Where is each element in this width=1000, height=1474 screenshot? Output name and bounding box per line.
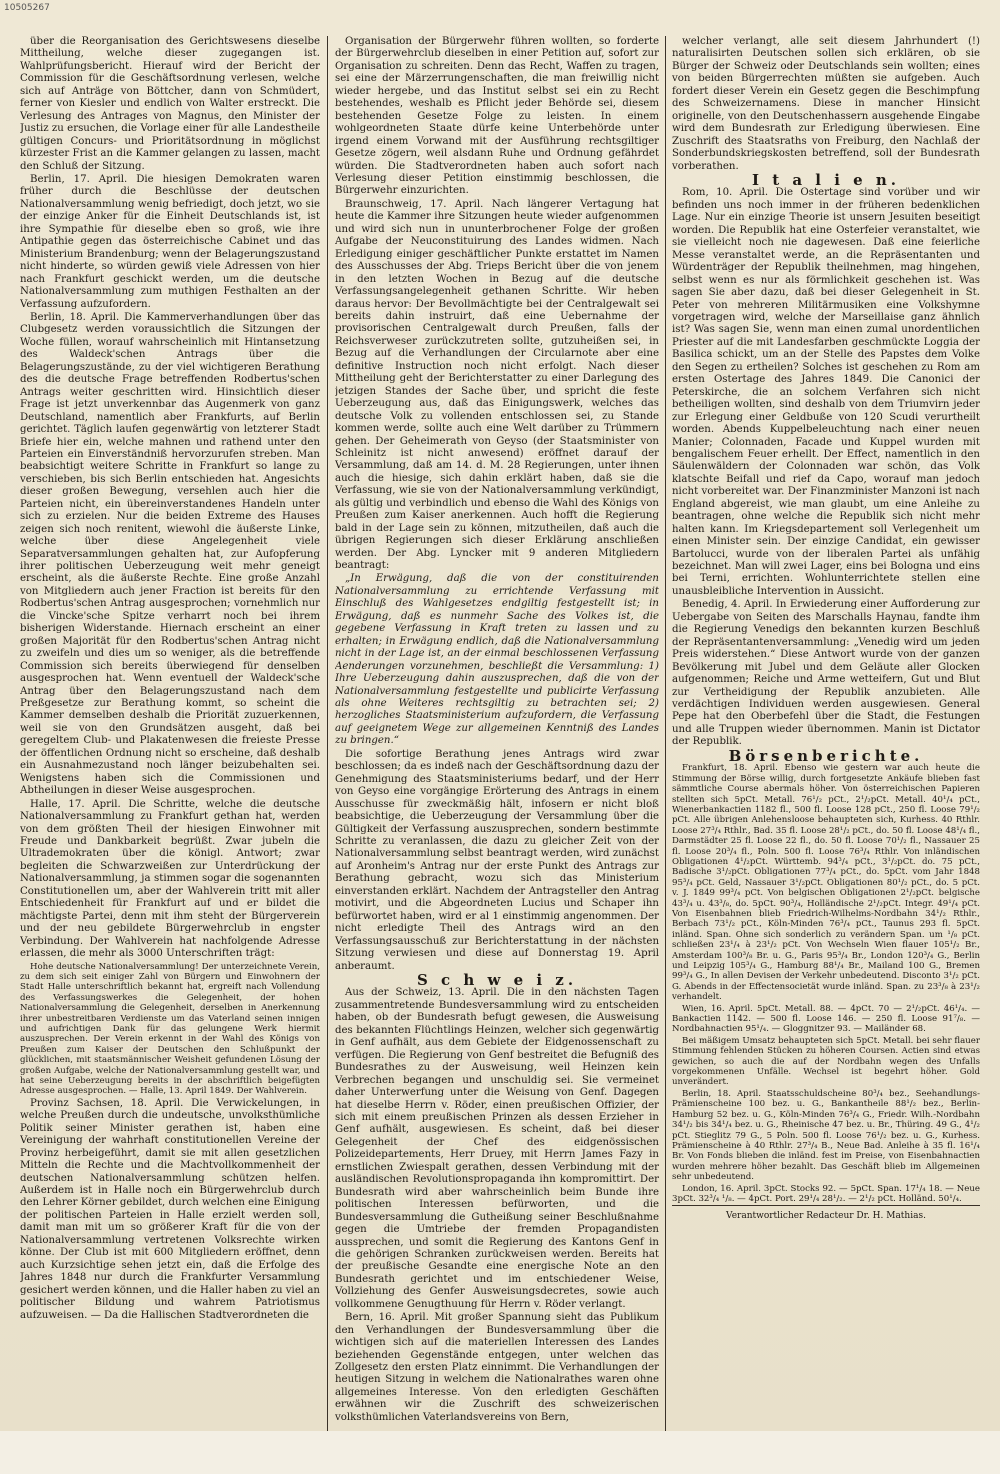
report-berlin: Berlin, 18. April. Staatsschuldscheine 80³/₄ bez., Seehandlungs-Prämienscheine 100 bez. u. G., Bankantheile 88¹/₂ bez., Berlin-Hamburg 52 bez. u. G., Köln-Minden 76³/₄ G., Friedr. Wilh.-Nordbahn 34¹/₂ bis 34¹/₄ bez. u. G., Rheinische 47 bez. u. Br., Thüring. 49 G., 4¹/₂ pCt. Stieglitz 79 G., 5 Poln. 500 fl. Loose 76¹/₂ bez. u. G., Kurhess. Prämienscheine à 40 Rthlr. 27³/₄ B., Neue Bad. Anleihe à 35 fl. 16¹/₄ Br. Von Fonds blieben die inländ. fest im Preise, von Eisenbahnactien wurden mehrere höher bezahlt. Das Geschäft blieb im Allgemeinen sehr unbedeutend.: [672, 1088, 980, 1183]
page-bottom-margin: [0, 1431, 1000, 1474]
column-rule-right: [665, 36, 666, 1431]
article-buergerwehr: Organisation der Bürgerwehr führen wollten, so forderte der Bürgerwehrclub dieselben in einer Petition auf, sofort zur Organisation zu schreiten. Denn das Recht, Waffen zu tragen, sei eine der Märzerrungenschaften, die man freiwillig nicht wieder hergebe, und das Institut selbst sei ein zu Recht bestehendes, weshalb es Pflicht jeder Behörde sei, diesem bestehenden Gesetze Folge zu leisten. In einem wohlgeordneten Staate dürfe keine Unterbehörde unter irgend einem Vorwand mit der Ausführung rechtsgiltiger Gesetze zögern, weil alsdann Ruhe und Ordnung gefährdet würden. Die Stadtverordneten haben auch sofort nach Verlesung dieser Petition einstimmig beschlossen, die Bürgerwehr einzurichten.: [335, 36, 659, 197]
article-braunschweig-motion: „In Erwägung, daß die von der constituirenden Nationalversammlung zu errichtende Verfassung mit Einschluß des Wahlgesetzes endgiltig festgestellt ist; in Erwägung, daß es nunmehr Sache des Volkes ist, die gegebene Verfassung in Kraft treten zu lassen und zu erhalten; in Erwägung endlich, daß die Nationalversammlung nicht in der Lage ist, an der einmal beschlossenen Verfassung Aenderungen vorzunehmen, beschließt die Versammlung: 1) Ihre Ueberzeugung dahin auszusprechen, daß die von der Nationalversammlung festgestellte und publicirte Verfassung als ohne Weiteres rechtsgiltig zu betrachten sei; 2) herzogliches Staatsministerium aufzufordern, die Verfassung auf geeignetem Wege zur allgemeinen Kenntniß des Landes zu bringen.“: [335, 573, 659, 747]
article-halle: Halle, 17. April. Die Schritte, welche die deutsche Nationalversammlung zu Frankfurt gethan hat, werden von dem größten Theil der hiesigen Einwohner mit Freude und Dankbarkeit begrüßt. Zwar jubeln die Ultrademokraten über die königl. Antwort; zwar begleiten die Schwarzweißen zur Unterdrückung der Nationalversammlung, ja stimmen sogar die sogenannten Constitutionellen um, aber der Wahlverein tritt mit aller Entschiedenheit für Frankfurt auf und er bildet die mächtigste Partei, denn mit ihm steht der Bürgerverein und der neu gebildete Bürgerwehrclub in engster Verbindung. Der Wahlverein hat nachfolgende Adresse erlassen, die mehr als 3000 Unterschriften trägt:: [20, 798, 320, 960]
report-wien-note: Bei mäßigem Umsatz behaupteten sich 5pCt. Metall. bei sehr flauer Stimmung fehlenden Stücken zu höheren Coursen. Actien sind etwas gewichen, so auch die auf der Nordbahn wegen des Unfalls vorgekommenen Unfälle. Wechsel ist begehrt höher. Gold unverändert.: [672, 1035, 980, 1088]
article-venedig: Benedig, 4. April. In Erwiederung einer Aufforderung zur Uebergabe von Seiten des Marschalls Haynau, fandte ihm die Regierung Venedigs den bekannten kurzen Beschluß der Repräsentantenversammlung: „Venedig wird um jeden Preis widerstehen.“ Diese Antwort wurde von der ganzen Bevölkerung mit Jubel und dem Geläute aller Glocken aufgenommen; Reiche und Arme wetteifern, Gut und Blut zur Vertheidigung der Republik anzubieten. Alle verdächtigen Individuen werden ausgewiesen. General Pepe hat den Oberbefehl über die Stadt, die Festungen und alle Truppen wieder übernommen. Manin ist Dictator der Republik.: [672, 599, 980, 748]
report-frankfurt: Frankfurt, 18. April. Ebenso wie gestern war auch heute die Stimmung der Börse willig, durch fortgesetzte Ankäufe blieben fast sämmtliche Course abermals höher. Von österreichischen Papieren stellten sich 5pCt. Metall. 76¹/₂ pCt., 2¹/₂pCt. Metall. 40¹/₄ pCt., Wienerbankactien 1182 fl., 500 fl. Loose 128 pCt., 250 fl. Loose 79¹/₂ pCt. Alle übrigen Anlehensloose behaupteten sich, Kurhess. 40 Rthlr. Loose 27³/₄ Rthlr., Bad. 35 fl. Loose 28¹/₂ pCt., do. 50 fl. Loose 48¹/₄ fl., Darmstädter 25 fl. Loose 22 fl., do. 50 fl. Loose 70¹/₂ fl., Nassauer 25 fl. Loose 20³/₄ fl., Poln. 500 fl. Loose 76³/₄ Rthlr. Von inländischen Obligationen 4¹/₂pCt. Württemb. 94³/₄ pCt., 3¹/₂pCt. do. 75 pCt., Badische 3¹/₂pCt. Obligationen 77³/₄ pCt., do. 5pCt. vom Jahr 1848 95³/₄ pCt. Geld, Nassauer 3¹/₂pCt. Obligationen 80¹/₂ pCt., do. 5 pCt. v. J. 1849 99³/₄ pCt. Von belgischen Obligationen 2¹/₂pCt. belgische 43³/₄ u. 43³/₈, do. 5pCt. 90³/₄, Holländische 2¹/₂pCt. Integr. 49¹/₄ pCt. Von Eisenbahnen blieb Friedrich-Wilhelms-Nordbahn 34¹/₂ Rthlr., Berbach 73¹/₂ pCt., Köln-Minden 76³/₄ pCt., Taunus 293 fl. 5pCt. inländ. Span. Ohne sich sonderlich zu verändern Span. um ¹/₈ pCt. schließen 23¹/₄ à 23¹/₂ pCt. Von Wechseln Wien flauer 105¹/₂ Br., Amsterdam 100³/₈ Br. u. G., Paris 95³/₄ Br., London 120³/₄ G., Berlin und Leipzig 105³/₄ G., Hamburg 88¹/₄ Br., Mailand 100 G., Bremen 99³/₄ G., In allen Devisen der Verkehr unbedeutend. Disconto 3¹/₂ pCt. G. Abends in der Effectensocietät wurde inländ. Span. zu 23³/₈ à 23¹/₂ verhandelt.: [672, 763, 980, 1003]
article-braunschweig: Braunschweig, 17. April. Nach längerer Vertagung hat heute die Kammer ihre Sitzungen heute wieder aufgenommen und wird sich nun in ununterbrochener Folge der großen Aufgabe der Neuconstituirung des Landes widmen. Nach Erledigung einiger geschäftlicher Punkte erstattet im Namen des Ausschusses der Abg. Trieps Bericht über die von jenem in den letzten Wochen in Bezug auf die deutsche Verfassungsangelegenheit gethanen Schritte. Wir heben daraus hervor: Der Bevollmächtigte bei der Centralgewalt sei bereits dahin instruirt, daß eine Uebernahme der provisorischen Centralgewalt durch Preußen, falls der Reichsverweser zurückzutreten sollte, gutzuheißen sei, in Bezug auf die Verhandlungen der Circularnote aber eine definitive Instruction noch nicht erfolgt. Nach dieser Mittheilung geht der Berichterstatter zu einer Darlegung des jetzigen Standes der Sache über, und spricht die feste Ueberzeugung aus, daß das Einigungswerk, welches das deutsche Volk zu vollenden entschlossen sei, zu Stande kommen werde, sollte auch eine Welt darüber zu Trümmern gehen. Der Geheimerath von Geyso (der Staatsminister von Schleinitz ist nicht anwesend) eröffnet darauf der Versammlung, daß am 14. d. M. 28 Regierungen, unter ihnen auch die hiesige, sich dahin erklärt haben, daß sie die Verfassung, wie sie von der Nationalversammlung verkündigt, als gültig und verbindlich und ebenso die Wahl des Königs von Preußen zum Kaiser anerkennen. Auch hofft die Regierung bald in der Lage sein zu können, mitzutheilen, daß auch die übrigen Regierungen sich dieser Erklärung anschließen werden. Der Abg. Lyncker mit 9 anderen Mitgliedern beantragt:: [335, 198, 659, 572]
article-reorganisation: über die Reorganisation des Gerichtswesens dieselbe Mittheilung, welche dieser zugegangen ist. Wahlprüfungsbericht. Hierauf wird der Bericht der Commission für die Geschäftsordnung verlesen, welche sich auf Anträge von Böttcher, dann von Schmüdert, ferner von Kiesler und endlich von Walter erstreckt. Die Verlesung des Antrages von Magnus, den Minister der Justiz zu ersuchen, die Vorlage einer für alle Landestheile gültigen Concurs- und Prioritätsordnung in möglichst kürzester Frist an die Kammer gelangen zu lassen, macht den Schluß der Sitzung.: [20, 36, 320, 172]
article-halle-address: Hohe deutsche Nationalversammlung! Der unterzeichnete Verein, zu dem sich seit einiger Zahl von Bürgern und Einwohnern der Stadt Halle unterschriftlich bekannt hat, ergreift nach Vollendung des Verfassungswerkes die Gelegenheit, der hohen Nationalversammlung die Gelegenheit, derselben in Anerkennung ihrer unbestreitbaren Verdienste um das Vaterland seinen innigen und aufrichtigen Dank für das gelungene Werk hiermit auszusprechen. Der Verein erkennt in der Wahl des Königs von Preußen zum Kaiser der Deutschen den Schlußpunkt der glücklichen, mit staatsmännischer Weisheit gefundenen Lösung der großen Aufgabe, welche der Nationalversammlung gestellt war, und hat seine Ueberzeugung bereits in der abschriftlich beigefügten Adresse ausgesprochen. — Halle, 13. April 1849. Der Wahlverein.: [20, 961, 320, 1097]
column-right: [672, 36, 980, 1431]
section-heading-schweiz: S c h w e i z.: [416, 970, 578, 989]
article-schweiz-continued: welcher verlangt, alle seit diesem Jahrhundert (!) naturalisirten Deutschen sollen sich erklären, ob sie Bürger der Schweiz oder Deutschlands sein wollten; eines von beiden Bürgerrechten müßten sie aufgeben. Auch fordert dieser Verein ein Gesetz gegen die Beschimpfung des Schweizernamens. Diese in mancher Hinsicht originelle, von den Deutschenhassern ausgehende Eingabe wird dem Bundesrath zur Erledigung überwiesen. Eine Zuschrift des Staatsraths von Freiburg, den Nachlaß der Sonderbundskriegskosten betreffend, soll der Bundesrath vorberathen.: [672, 36, 980, 172]
article-aus-der-schweiz: Aus der Schweiz, 13. April. Die in den nächsten Tagen zusammentretende Bundesversammlung wird zu entscheiden haben, ob der Bundesrath befugt gewesen, die Ausweisung des bekannten Flüchtlings Heinzen, welcher sich gegenwärtig in Genf aufhält, aus dem Gebiete der Eidgenossenschaft zu verfügen. Die Regierung von Genf bestreitet die Befugniß des Bundesrathes zu der Ausweisung, weil Heinzen kein Verbrechen begangen und unschuldig sei. Sie vermeinet daher Unterwerfung unter die Weisung von Genf. Dagegen hat dieselbe Herrn v. Röder, einen preußischen Offizier, der sich mit einem preußischen Prinzen als dessen Erzieher in Genf aufhält, ausgewiesen. Es scheint, daß bei dieser Gelegenheit der Chef des eidgenössischen Polizeidepartements, Herr Druey, mit Herrn James Fazy in ernstlichen Zwiespalt gerathen, dessen Verbindung mit der ausländischen Revolutionspropaganda ihn kompromittirt. Der Bundesrath wird aber wahrscheinlich beim Bunde ihre politischen Interessen befürworten, und die Bundesversammlung die Gutheißung seiner Beschlußnahme gegen die Umtriebe der fremden Propagandisten aussprechen, und somit die Regierung des Kantons Genf in die gehörigen Schranken zurückweisen werden. Bereits hat der preußische Gesandte eine energische Note an den Bundesrath gerichtet und im entschiedener Weise, Vollziehung des Genfer Ausweisungsdecretes, sowie auch vollkommene Genugthuung für Herrn v. Röder verlangt.: [335, 987, 659, 1310]
report-london: London, 16. April. 3pCt. Stocks 92. — 5pCt. Span. 17¹/₄ 18. — Neue 3pCt. 32³/₄ ¹/₈. — 4pCt. Port. 29¹/₄ 28¹/₂. — 2¹/₂ pCt. Holländ. 50¹/₄.: [672, 1183, 980, 1204]
column-rule-left: [327, 36, 328, 1431]
section-heading-boersenberichte: Börsenberichte.: [728, 746, 924, 765]
article-rom: Rom, 10. April. Die Ostertage sind vorüber und wir befinden uns noch immer in der früheren bedenklichen Lage. Nur ein einzige Theorie ist unsern Jesuiten beseitigt worden. Die Republik hat eine Osterfeier veranstaltet, wie sie vielleicht noch nie dagewesen. Daß eine feierliche Messe veranstaltet werde, an die Repräsentanten und Würdenträger der Republik theilnehmen, mag hingehen, selbst wenn es nur als förmlichkeit geschehen ist. Was sagen Sie aber dazu, daß bei dieser Gelegenheit in St. Peter von mehreren Militärmusiken eine Volkshymne vorgetragen wird, welche der Marseillaise ganz ähnlich ist? Was sagen Sie, wenn man einen zumal unordentlichen Priester auf die mit Landesfarben geschmückte Loggia der Basilica schickt, um an der Stelle des Papstes dem Volke den Segen zu ertheilen? Solches ist geschehen zu Rom am ersten Ostertage des Jahres 1849. Die Canonici der Peterskirche, die an solchem Verfahren sich nicht betheiligen wollten, sind deshalb von dem Triumvirn jeder zur Erlegung einer Geldbuße von 120 Scudi verurtheilt worden. Abends Kuppelbeleuchtung nach einer neuen Manier; Colonnaden, Facade und Kuppel wurden mit bengalischem Feuer erhellt. Der Effect, namentlich in den Säulenwäldern der Colonnaden war schön, das Volk klatschte Beifall und rief da Capo, worauf man jedoch nicht vorbereitet war. Der Finanzminister Manzoni ist nach England abgereist, wie man glaubt, um eine Anleihe zu beantragen, ohne welche die Republik sich nicht mehr halten kann. Im Kriegsdepartement soll Verlegenheit um einen Minister sein. Der einzige Candidat, ein gewisser Bartolucci, wurde von der liberalen Partei als unfähig bezeichnet. Man will zwei Lager, eins bei Bologna und eins bei Terni, errichten. Wohlunterrichtete stellen eine unausbleibliche Intervention in Aussicht.: [672, 187, 980, 597]
article-berlin-18-april: Berlin, 18. April. Die Kammerverhandlungen über das Clubgesetz werden voraussichtlich die Sitzungen der Woche füllen, worauf wahrscheinlich mit Hintansetzung des Waldeck'schen Antrags über die Belagerungszustände, zu der viel wichtigeren Berathung des die deutsche Frage betreffenden Rodbertus'schen Antrags weiter geschritten wird. Hinsichtlich dieser Frage ist jetzt unverkennbar das Augenmerk von ganz Deutschland, namentlich aber Frankfurts, auf Berlin gerichtet. Täglich laufen gegenwärtig von letzterer Stadt Briefe hier ein, welche mahnen und rathend unter den Parteien ein Einverständniß hervorzurufen streben. Man beabsichtigt weitere Schritte in Frankfurt so lange zu verschieben, bis sich Berlin entschieden hat. Angesichts dieser großen Bewegung, versehlen auch hier die Parteien nicht, ein übereinverstandenes Handeln unter sich zu erzielen. Nur die beiden Extreme des Hauses zeigen sich noch renitent, wiewohl die äußerste Linke, welche über diese Angelegenheit viele Separatversammlungen gehalten hat, zur Aufopferung ihrer politischen Ueberzeugung weit mehr geneigt erscheint, als die äußerste Rechte. Eine große Anzahl von Mitgliedern auch jener Fraction ist bereits für den Rodbertus'schen Antrag ausgesprochen; vornehmlich nur die Vincke'sche Spitze verharrt noch bei ihrem bisherigen Widerstande. Hiernach erscheint an einer großen Majorität für den Rodbertus'schen Antrag nicht zu zweifeln und dies um so weniger, als die betreffende Commission sich bereits überwiegend für denselben ausgesprochen hat. Wenn eventuell der Waldeck'sche Antrag über den Belagerungszustand nach dem Preßgesetze zur Berathung kommt, so scheint die Kammer demselben deshalb die Priorität zuzuerkennen, weil sie von den Grundsätzen ausgeht, daß bei geregeltem Club- und Plakatenwesen die freieste Presse der öffentlichen Ordnung nicht so erscheine, daß deshalb ein Ausnahmezustand noch länger beizubehalten sei. Wenigstens haben sich die Commissionen und Abtheilungen in dieser Weise ausgesprochen.: [20, 311, 320, 797]
article-bern: Bern, 16. April. Mit großer Spannung sieht das Publikum den Verhandlungen der Bundesversammlung über die wichtigen sich auf die materiellen Interessen des Landes beziehenden Gegenstände entgegen, unter welchen das Zollgesetz den ersten Platz einnimmt. Die Verhandlungen der heutigen Sitzung in welchem die Nationalrathes waren ohne allgemeines Interesse. Von den erledigten Geschäften erwähnen wir die Zuschrift des schweizerischen volksthümlichen Vaterlandsvereins von Bern,: [335, 1312, 659, 1423]
document-id: 10505267: [4, 3, 50, 13]
article-braunschweig-debate: Die sofortige Berathung jenes Antrags wird zwar beschlossen; da es indeß nach der Geschäftsordnung dazu der Genehmigung des Staatsministeriums bedarf, und der Herr von Geyso eine vorgängige Erörterung des Antrags in einem Ausschusse für zweckmäßig hält, infosern er nicht bloß beabsichtige, die Ueberzeugung der Versammlung über die Gültigkeit der Verfassung auszusprechen, sondern bestimmte Schritte zu veranlassen, die dazu zu gleicher Zeit von der Nationalversammlung selbst beantragt werden, wird zunächst auf Aronheim's Antrag nur der erste Punkt des Antrags zur Berathung gebracht, wozu sich das Ministerium einverstanden erklärt. Nachdem der Antragsteller den Antrag motivirt, und die Abgeordneten Lucius und Schaper ihn befürwortet haben, wird er al 1 einstimmig angenommen. Der nicht erledigte Theil des Antrags wird an den Verfassungsausschuß zur Berichterstattung in der nächsten Sitzung verwiesen und diese auf Donnerstag 19. April anberaumt.: [335, 748, 659, 972]
section-heading-italien: I t a l i e n.: [751, 170, 901, 189]
report-wien: Wien, 16. April. 5pCt. Metall. 88. — 4pCt. 70 — 2¹/₂pCt. 46¹/₄. — Bankactien 1142. — 500 fl. Loose 146. — 250 fl. Loose 91⁷/₈. — Nordbahnactien 95¹/₄. — Gloggnitzer 93. — Mailänder 68.: [672, 1003, 980, 1035]
article-berlin-17-april: Berlin, 17. April. Die hiesigen Demokraten waren früher durch die Beschlüsse der deutschen Nationalversammlung wenig befriedigt, doch jetzt, wo sie der einzige Anker für die Einheit Deutschlands ist, ist ihre Sympathie für dieselbe eben so groß, wie ihre Antipathie gegen das österreichische Cabinet und das Ministerium Brandenburg; wenn der Belagerungszustand nicht hinderte, so würden gewiß viele Adressen von hier nach Frankfurt geschickt werden, um die deutsche Nationalversammlung zum muthigen Festhalten an der Verfassung aufzufordern.: [20, 173, 320, 310]
column-left: [20, 36, 320, 1431]
column-middle: [335, 36, 659, 1431]
responsible-editor: Verantwortlicher Redacteur Dr. H. Mathias.: [672, 1205, 980, 1222]
article-provinz-sachsen: Provinz Sachsen, 18. April. Die Verwickelungen, in welche Preußen durch die undeutsche, unvolksthümliche Politik seiner Minister gerathen ist, haben eine Vereinigung der wahrhaft constitutionellen Vereine der Provinz herbeigeführt, damit sie mit allen gesetzlichen Mitteln die Rechte und die Machtvollkommenheit der deutschen Nationalversammlung schützen helfen. Außerdem ist in Halle noch ein Bürgerwehrclub durch den Lehrer Körner gebildet, durch welchen eine Einigung der politischen Parteien in Halle erzielt werden soll, damit man mit um so größerer Kraft für die von der Nationalversammlung vertretenen Volksrechte wirken könne. Der Club ist mit 600 Mitgliedern eröffnet, denn auch Kurzsichtige sehen jetzt ein, daß die Erfolge des Jahres 1848 nur durch die Frankfurter Versammlung gesichert werden können, und die Haller haben zu viel an politischer Bildung und wahrem Patriotismus aufzuweisen. — Da die Hallischen Stadtverordneten die: [20, 1097, 320, 1321]
